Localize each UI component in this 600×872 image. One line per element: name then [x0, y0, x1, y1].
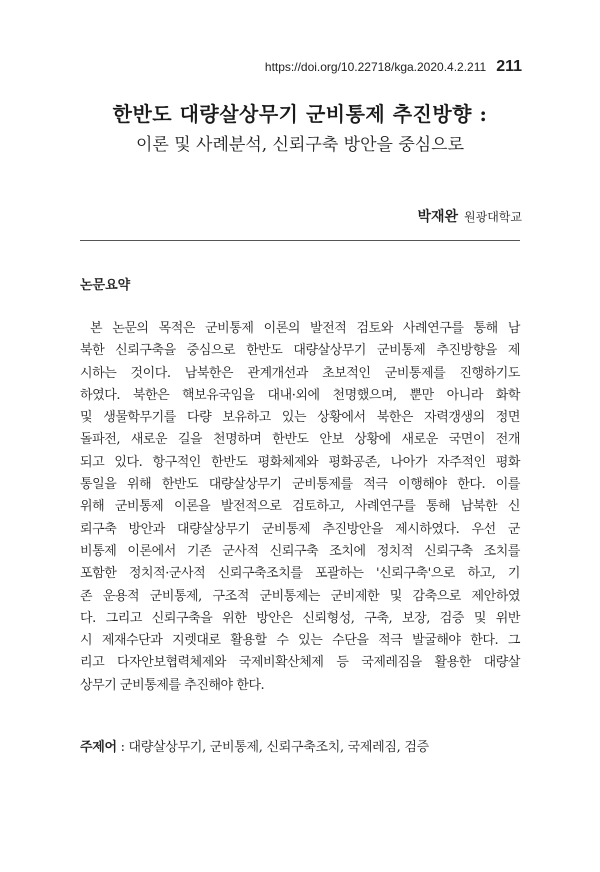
- page-number: 211: [496, 58, 522, 75]
- abstract-line: 포함한 정치적·군사적 신뢰구축조치를 포괄하는 '신뢰구축'으로 하고, 기: [80, 566, 520, 582]
- abstract-line: 북한 신뢰구축을 중심으로 한반도 대량살상무기 군비통제 추진방향을 제: [80, 343, 520, 359]
- abstract-line: 위해 군비통제 이론을 발전적으로 검토하고, 사례연구를 통해 남북한 신: [80, 499, 520, 515]
- abstract-body: [80, 318, 520, 697]
- paper-title: 한반도 대량살상무기 군비통제 추진방향 :: [112, 102, 488, 126]
- abstract-line: 리고 다자안보협력체제와 국제비확산체제 등 국제레짐을 활용한 대량살: [80, 655, 520, 671]
- abstract-line: 돌파전, 새로운 길을 천명하며 한반도 안보 상황에 새로운 국면이 전개: [80, 432, 520, 448]
- page-header: [265, 58, 522, 76]
- abstract-line: 하였다. 북한은 핵보유국임을 대내·외에 천명했으며, 뿐만 아니라 화학: [80, 387, 520, 403]
- author-name: 박재완: [417, 209, 459, 225]
- author-affiliation: 원광대학교: [464, 210, 522, 224]
- keywords-text: 대량살상무기, 군비통제, 신뢰구축조치, 국제레짐, 검증: [128, 740, 429, 755]
- author-line: [417, 206, 522, 226]
- abstract-heading: 논문요약: [80, 278, 131, 293]
- abstract-line: 뢰구축 방안과 대량살상무기 군비통제 추진방안을 제시하였다. 우선 군: [80, 521, 520, 537]
- abstract-line: 및 생물학무기를 다량 보유하고 있는 상황에서 북한은 자력갱생의 정면: [80, 410, 520, 426]
- keywords: [80, 736, 520, 755]
- abstract-line: 본 논문의 목적은 군비통제 이론의 발전적 검토와 사례연구를 통해 남: [90, 321, 520, 336]
- keywords-label: 주제어: [80, 740, 117, 755]
- abstract-line: 시 제재수단과 지렛대로 활용할 수 있는 수단을 적극 발굴해야 한다. 그: [80, 633, 520, 649]
- abstract-line: 통일을 위해 한반도 대량살상무기 군비통제를 적극 이행해야 한다. 이를: [80, 477, 520, 493]
- divider: [80, 240, 520, 241]
- abstract-line: 되고 있다. 항구적인 한반도 평화체제와 평화공존, 나아가 자주적인 평화: [80, 454, 520, 470]
- keywords-separator: :: [116, 740, 129, 755]
- abstract-line: 상무기 군비통제를 추진해야 한다.: [80, 677, 265, 693]
- abstract-line: 시하는 것이다. 남북한은 관계개선과 초보적인 군비통제를 진행하기도: [80, 365, 520, 381]
- paper-subtitle: 이론 및 사례분석, 신뢰구축 방안을 중심으로: [135, 135, 465, 155]
- abstract-line: 비통제 이론에서 기존 군사적 신뢰구축 조치에 정치적 신뢰구축 조치를: [80, 543, 520, 559]
- abstract-line: 존 운용적 군비통제, 구조적 군비통제는 군비제한 및 감축으로 제안하였: [80, 588, 520, 604]
- doi-link[interactable]: https://doi.org/10.22718/kga.2020.4.2.211: [264, 60, 487, 74]
- abstract-line: 다. 그리고 신뢰구축을 위한 방안은 신뢰형성, 구축, 보장, 검증 및 위반: [80, 610, 520, 626]
